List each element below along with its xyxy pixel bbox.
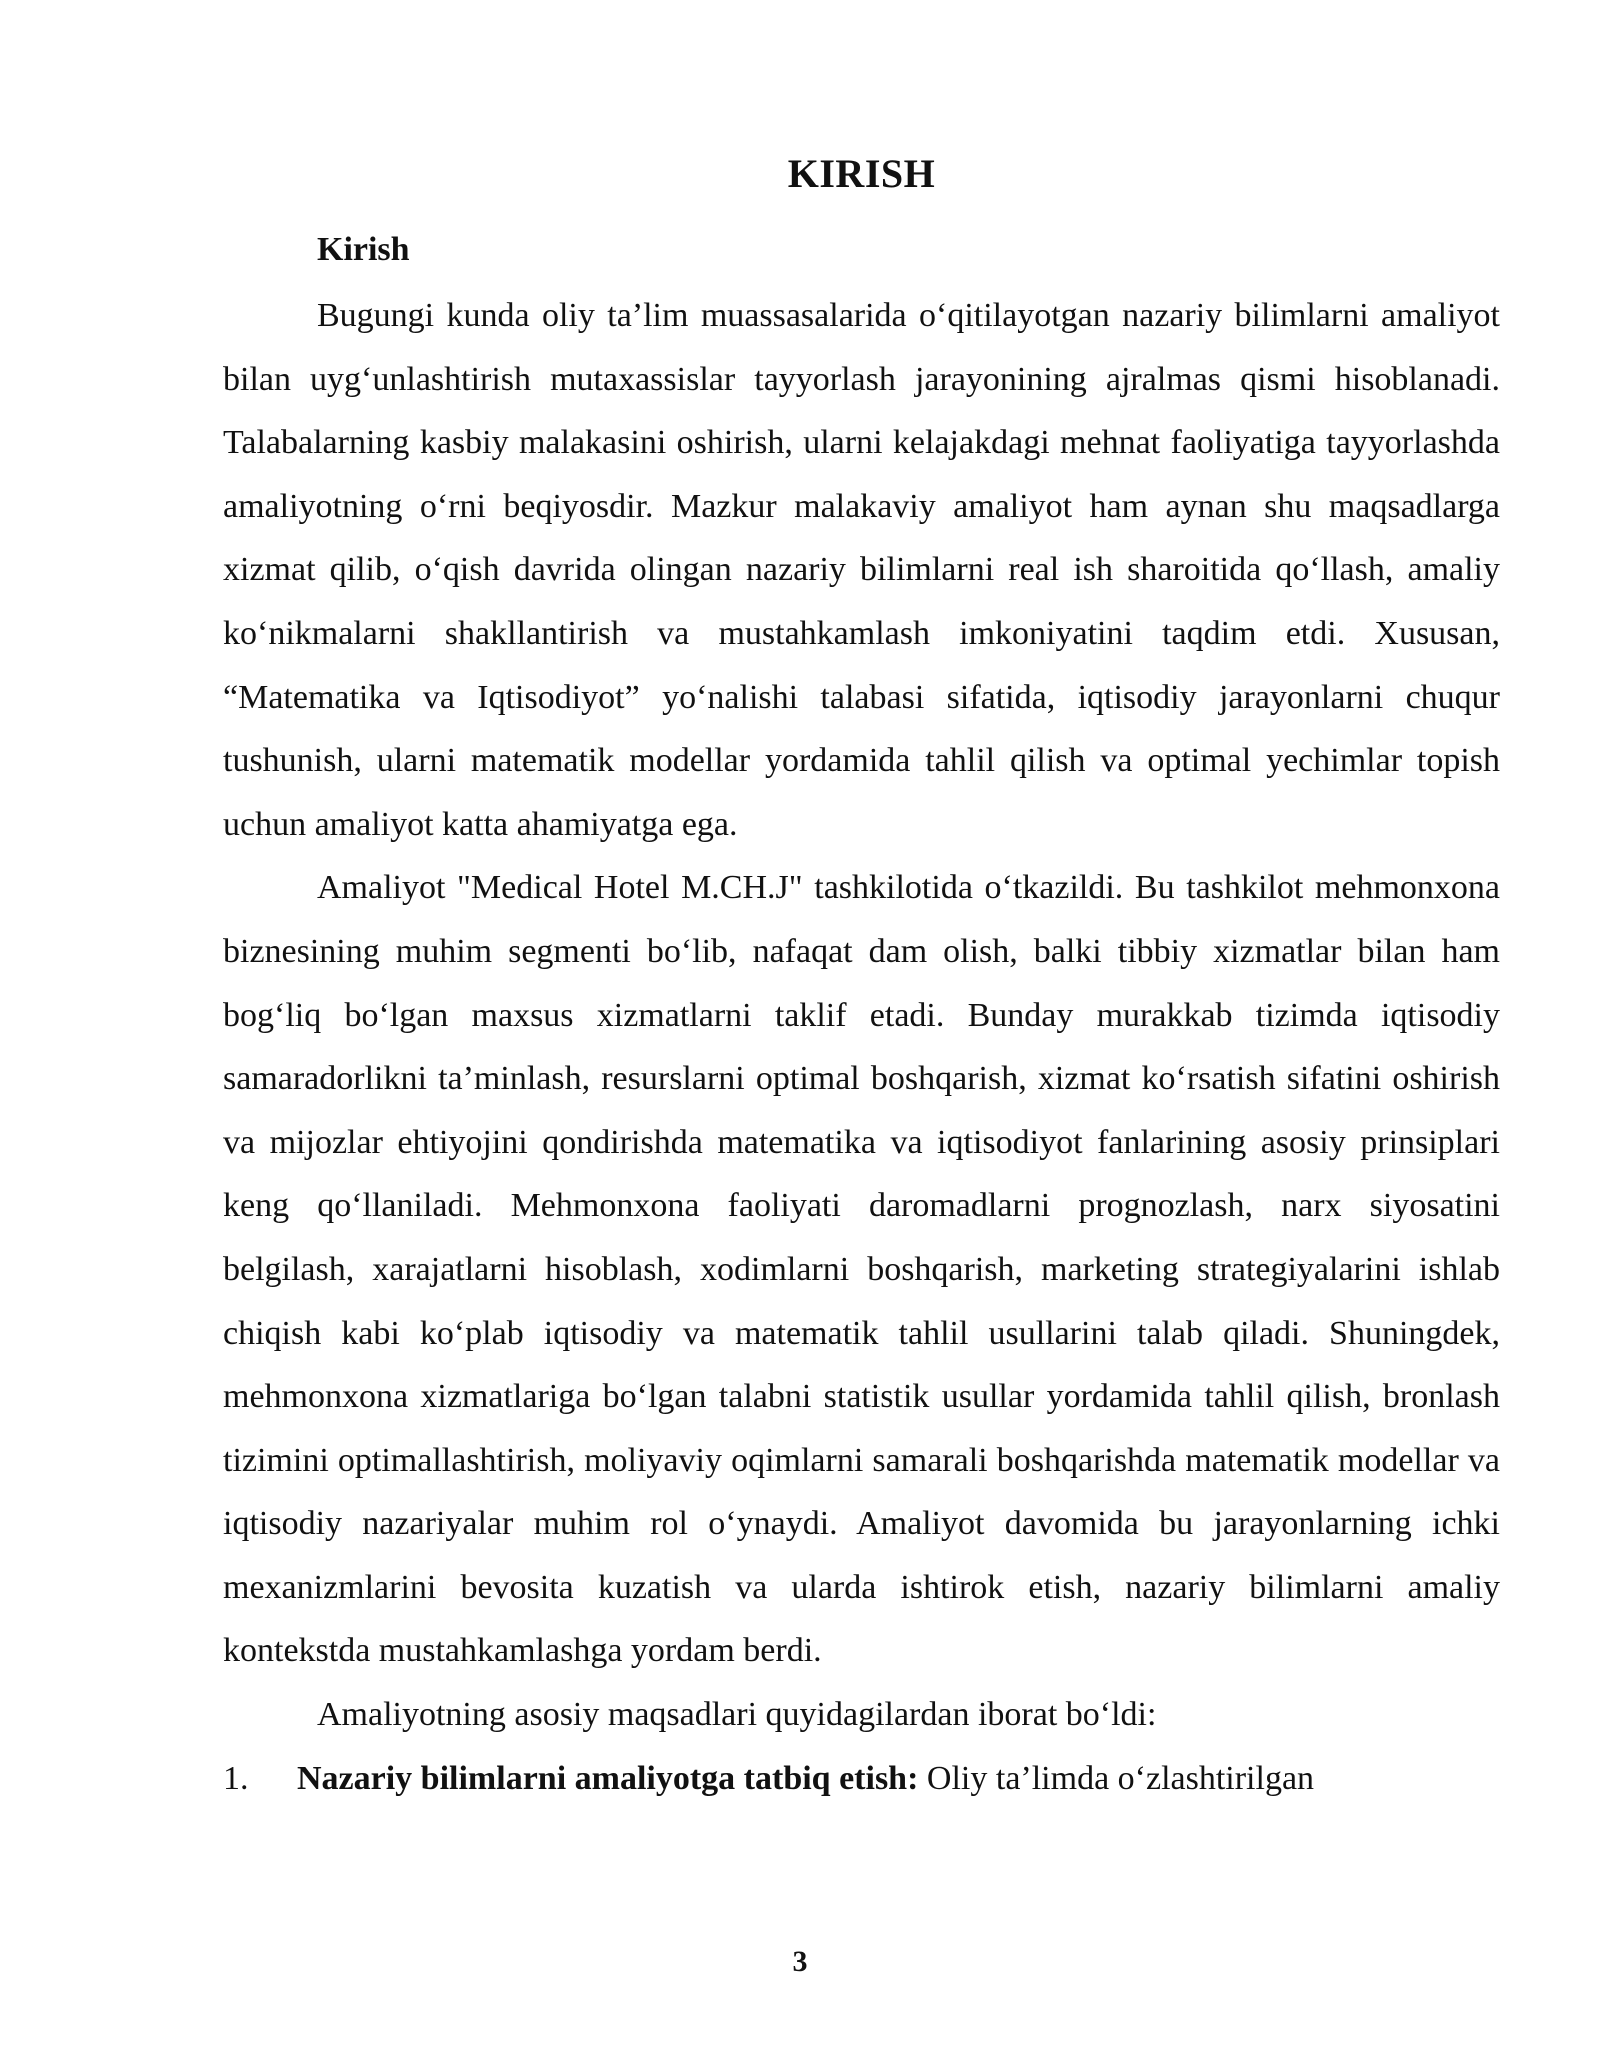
section-subheading: Kirish bbox=[317, 231, 410, 268]
list-item-number: 1. bbox=[223, 1759, 249, 1797]
page-number: 3 bbox=[792, 1945, 808, 1978]
paragraph-intro: Bugungi kunda oliy ta’lim muassasalarida o‘qitilayotgan nazariy bilimlarni amaliyot bilan uyg‘unlashtirish mutaxassislar tayyorlash jarayonining ajralmas qismi hisoblanadi. Talabalarning kasbiy malakasini oshirish, ularni kelajakdagi mehnat faoliyatiga tayyorlashda amaliyotning o‘rni beqiyosdir. Mazkur malakaviy amaliyot ham aynan shu maqsadlarga xizmat qilib, o‘qish davrida olingan nazariy bilimlarni real ish sharoitida qo‘llash, amaliy ko‘nikmalarni shakllantirish va mustahkamlash imkoniyatini taqdim etdi. Xususan, “Matematika va Iqtisodiyot” yo‘nalishi talabasi sifatida, iqtisodiy jarayonlarni chuqur tushunish, ularni matematik modellar yordamida tahlil qilish va optimal yechimlar topish uchun amaliyot katta ahamiyatga ega. bbox=[223, 297, 1500, 843]
page-title: KIRISH bbox=[787, 151, 936, 196]
paragraph-organization: Amaliyot "Medical Hotel M.CH.J" tashkilotida o‘tkazildi. Bu tashkilot mehmonxona biznesining muhim segmenti bo‘lib, nafaqat dam olish, balki tibbiy xizmatlar bilan ham bog‘liq bo‘lgan maxsus xizmatlarni taklif etadi. Bunday murakkab tizimda iqtisodiy samaradorlikni ta’minlash, resurslarni optimal boshqarish, xizmat ko‘rsatish sifatini oshirish va mijozlar ehtiyojini qondirishda matematika va iqtisodiyot fanlarining asosiy prinsiplari keng qo‘llaniladi. Mehmonxona faoliyati daromadlarni prognozlash, narx siyosatini belgilash, xarajatlarni hisoblash, xodimlarni boshqarish, marketing strategiyalarini ishlab chiqish kabi ko‘plab iqtisodiy va matematik tahlil usullarini talab qiladi. Shuningdek, mehmonxona xizmatlariga bo‘lgan talabni statistik usullar yordamida tahlil qilish, bronlash tizimini optimallashtirish, moliyaviy oqimlarni samarali boshqarishda matematik modellar va iqtisodiy nazariyalar muhim rol o‘ynaydi. Amaliyot davomida bu jarayonlarning ichki mexanizmlarini bevosita kuzatish va ularda ishtirok etish, nazariy bilimlarni amaliy kontekstda mustahkamlashga yordam berdi. bbox=[223, 869, 1500, 1670]
list-item-text: Oliy ta’limda o‘zlashtirilgan bbox=[918, 1759, 1315, 1797]
paragraph-goals-intro: Amaliyotning asosiy maqsadlari quyidagilardan iborat bo‘ldi: bbox=[317, 1696, 1157, 1734]
list-item bbox=[223, 1747, 1500, 1811]
page-content bbox=[223, 140, 1500, 1810]
list-item-heading: Nazariy bilimlarni amaliyotga tatbiq etish: bbox=[297, 1759, 919, 1797]
